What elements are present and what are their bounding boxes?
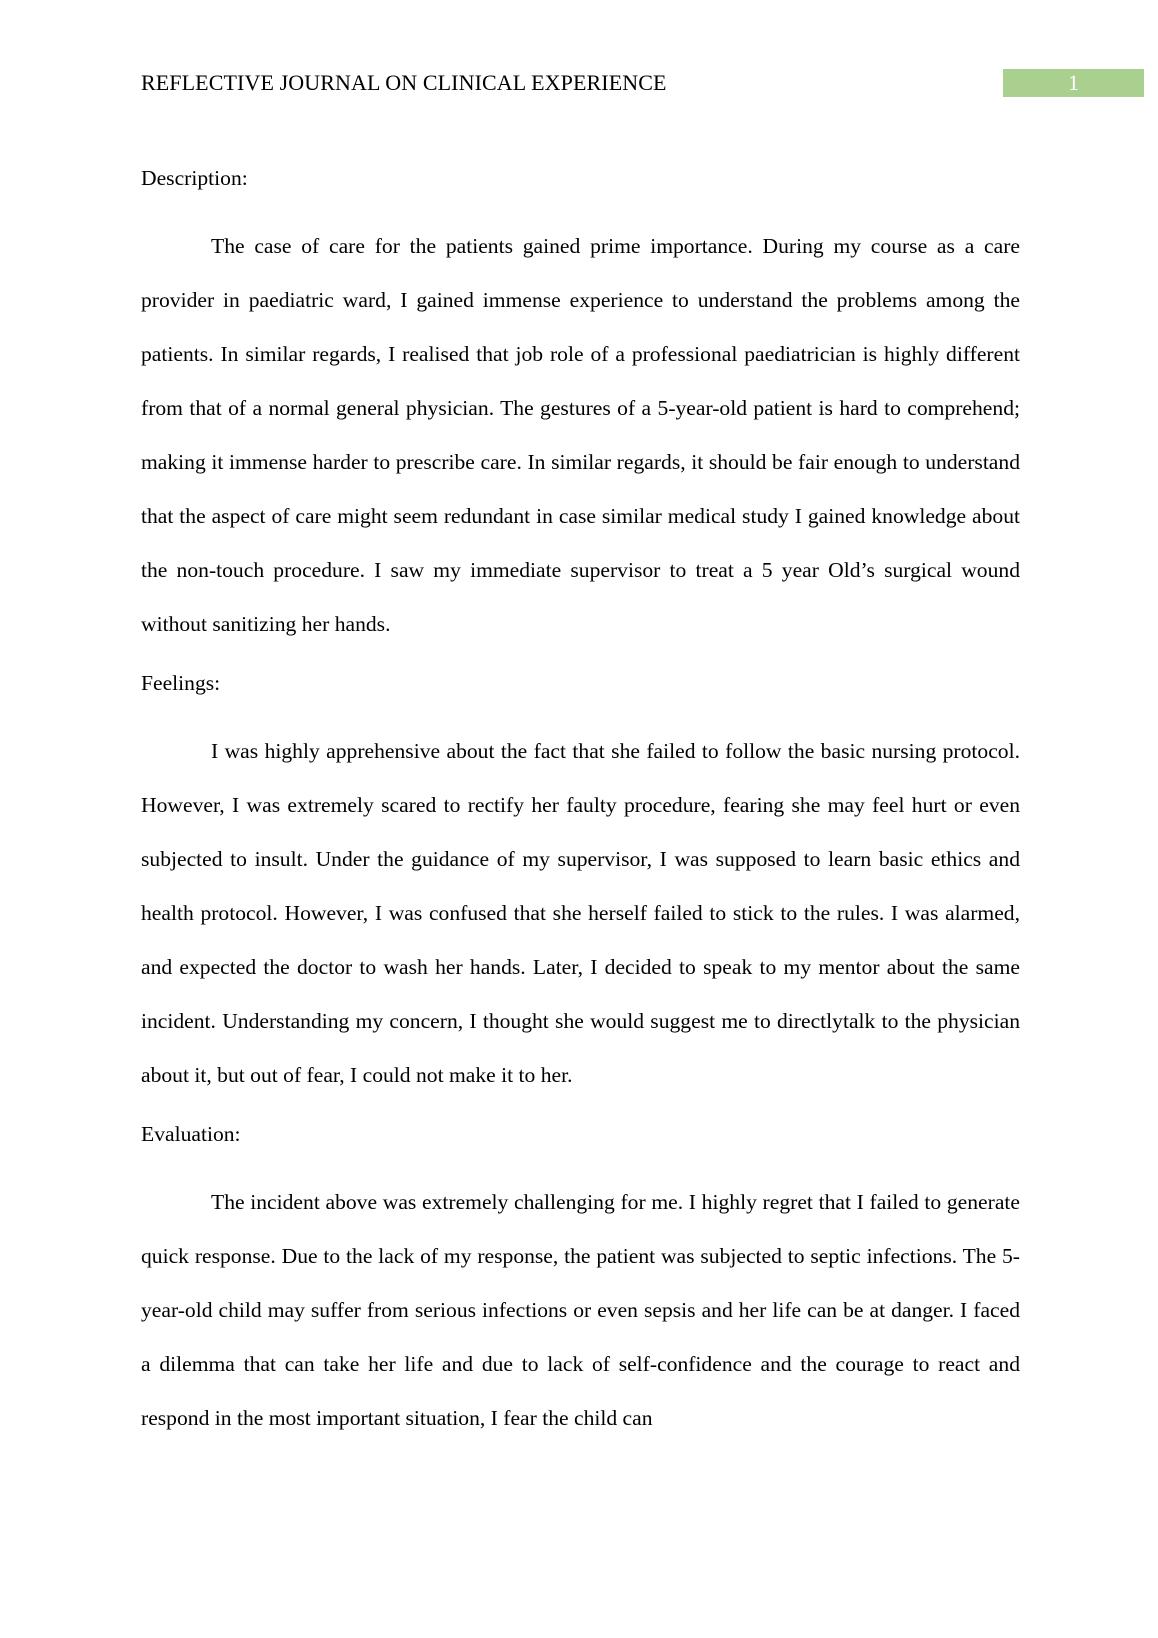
running-header: REFLECTIVE JOURNAL ON CLINICAL EXPERIENCE <box>141 70 667 95</box>
section-heading-evaluation: Evaluation: <box>141 1122 241 1146</box>
section-description <box>141 163 1020 651</box>
paragraph-evaluation: The incident above was extremely challenging for me. I highly regret that I failed to generate quick response. Due to the lack of my response, the patient was subjected to septic infections. The 5-year-old child may suffer from serious infections or even sepsis and her life can be at danger. I faced a dilemma that can take her life and due to lack of self-confidence and the courage to react and respond in the most important situation, I fear the child can <box>141 1190 1020 1430</box>
paragraph-description: The case of care for the patients gained prime importance. During my course as a care provider in paediatric ward, I gained immense experience to understand the problems among the patients. In similar regards, I realised that job role of a professional paediatrician is highly different from that of a normal general physician. The gestures of a 5-year-old patient is hard to comprehend; making it immense harder to prescribe care. In similar regards, it should be fair enough to understand that the aspect of care might seem redundant in case similar medical study I gained knowledge about the non-touch procedure. I saw my immediate supervisor to treat a 5 year Old’s surgical wound without sanitizing her hands. <box>141 234 1020 636</box>
section-heading-feelings: Feelings: <box>141 671 221 695</box>
section-heading-description: Description: <box>141 166 248 190</box>
section-feelings <box>141 668 1020 1102</box>
section-evaluation <box>141 1119 1020 1445</box>
paragraph-feelings: I was highly apprehensive about the fact that she failed to follow the basic nursing protocol. However, I was extremely scared to rectify her faulty procedure, fearing she may feel hurt or even subjected to insult. Under the guidance of my supervisor, I was supposed to learn basic ethics and health protocol. However, I was confused that she herself failed to stick to the rules. I was alarmed, and expected the doctor to wash her hands. Later, I decided to speak to my mentor about the same incident. Understanding my concern, I thought she would suggest me to directlytalk to the physician about it, but out of fear, I could not make it to her. <box>141 739 1020 1087</box>
page-number: 1 <box>1003 69 1144 97</box>
document-body <box>141 163 1020 1445</box>
